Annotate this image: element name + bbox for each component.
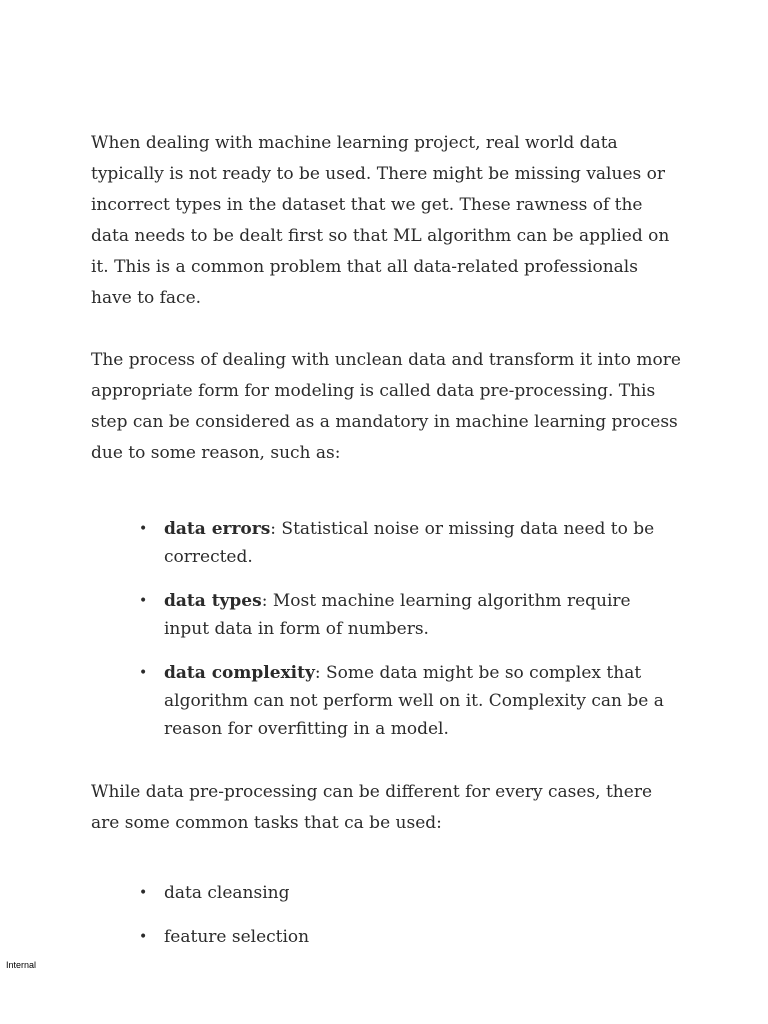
bullet-icon: • <box>139 885 148 901</box>
bullet-icon: • <box>139 593 148 609</box>
list-item <box>91 659 681 743</box>
paragraph-common-tasks: While data pre-processing can be different for every cases, there are some common tasks that ca be used: <box>91 782 653 833</box>
list-item-text: : Some data might be so complex that algorithm can not perform well on it. Complexity can be a reason for overfitting in a model. <box>164 663 664 739</box>
bullet-icon: • <box>139 521 148 537</box>
list-item-text: : Most machine learning algorithm require input data in form of numbers. <box>164 591 631 639</box>
bullet-icon: • <box>139 665 148 681</box>
list-item <box>91 879 681 907</box>
reasons-list <box>91 515 681 743</box>
list-item-term: data complexity <box>164 663 315 683</box>
paragraph-preprocessing: The process of dealing with unclean data and transform it into more appropriate form for modeling is called data pre-processing. This step can be considered as a mandatory in machine learning process due to some reason, such as: <box>91 350 681 463</box>
list-item <box>91 587 681 643</box>
list-item-text: feature selection <box>164 927 310 947</box>
classification-label: Internal <box>6 960 37 970</box>
paragraph-intro: When dealing with machine learning project, real world data typically is not ready to be used. There might be missing values or incorrect types in the dataset that we get. These rawness of the data needs to be dealt first so that ML algorithm can be applied on it. This is a common problem that all data-related professionals have to face. <box>91 133 670 308</box>
list-item-text: data cleansing <box>164 883 290 903</box>
bullet-icon: • <box>139 929 148 945</box>
tasks-list <box>91 879 681 951</box>
list-item <box>91 923 681 951</box>
list-item-text: : Statistical noise or missing data need to be corrected. <box>164 519 655 567</box>
list-item-term: data types <box>164 591 262 611</box>
document-body <box>91 128 681 951</box>
list-item-term: data errors <box>164 519 271 539</box>
list-item <box>91 515 681 571</box>
